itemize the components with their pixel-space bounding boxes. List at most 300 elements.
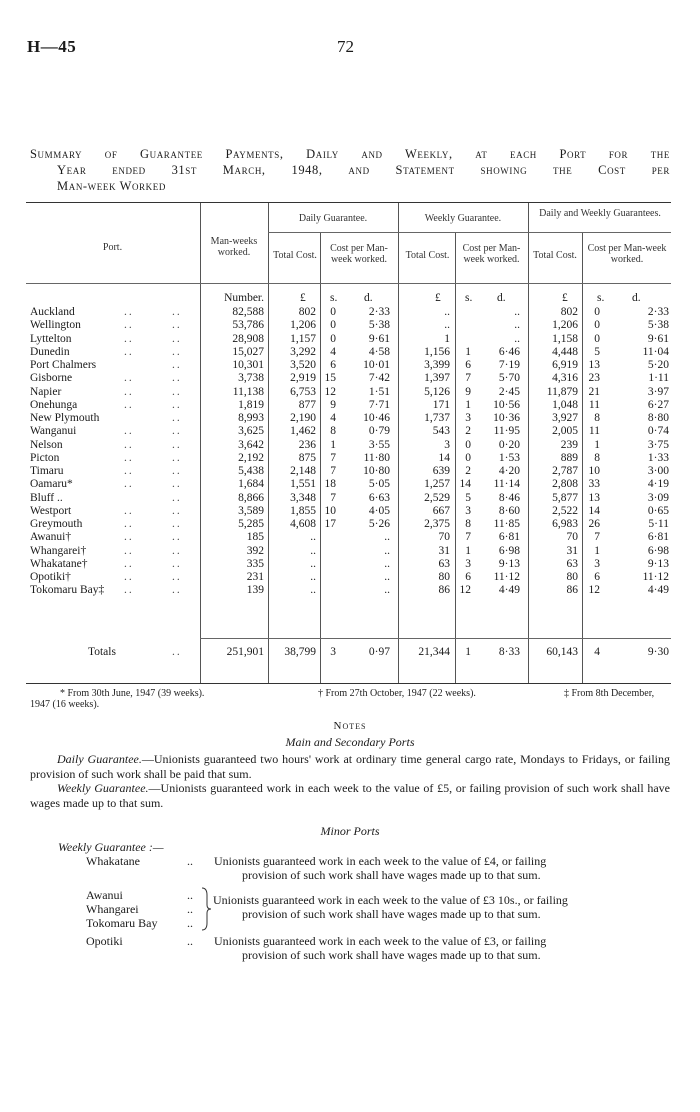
cell-both-total: 1,206 — [552, 319, 578, 332]
unit-pound: £ — [562, 292, 568, 304]
cell-weekly-d: 6·46 — [498, 345, 520, 358]
table-row — [0, 319, 700, 332]
unit-d: d. — [497, 292, 506, 304]
unit-s: s. — [465, 292, 473, 304]
cell-daily-s: 6 — [330, 359, 336, 371]
cell-manweeks: 28,908 — [232, 332, 264, 345]
header-daily-guarantee: Daily Guarantee. — [298, 213, 368, 224]
cell-manweeks: 2,192 — [238, 451, 264, 464]
cell-weekly-d: 6·98 — [498, 544, 520, 557]
cell-both-s: 8 — [594, 451, 600, 464]
cell-daily-total: .. — [310, 531, 316, 544]
cell-manweeks: 1,819 — [238, 398, 264, 411]
leader-dots: .. — [172, 504, 182, 517]
port-name: Picton — [30, 451, 60, 464]
cell-both-d: 3·97 — [647, 385, 669, 398]
totals-row — [0, 646, 700, 659]
cell-weekly-d: 4·49 — [498, 584, 520, 597]
title-line-3: Man-week Worked — [57, 179, 166, 193]
cell-manweeks: 3,738 — [238, 372, 264, 385]
main-ports-heading: Main and Secondary Ports — [285, 735, 415, 749]
cell-both-d: 3·09 — [647, 491, 669, 504]
table-row — [0, 465, 700, 478]
cell-both-s: 11 — [588, 425, 600, 438]
cell-daily-d: 10·46 — [363, 412, 390, 424]
cell-weekly-total: 1,156 — [424, 345, 450, 358]
leader-dots: .. — [124, 584, 134, 597]
cell-daily-d: 0·79 — [368, 425, 390, 438]
cell-daily-total: 3,520 — [290, 359, 316, 371]
table-row — [0, 545, 700, 558]
leader-dots: .. — [187, 902, 193, 916]
cell-both-s: 5 — [594, 345, 600, 358]
cell-weekly-d: 9·13 — [498, 557, 520, 570]
cell-daily-total: 875 — [298, 451, 316, 464]
leader-dots: .. — [172, 359, 182, 371]
leader-dots: .. — [124, 306, 134, 318]
cell-weekly-d: 5·70 — [498, 372, 520, 385]
port-opotiki: Opotiki — [86, 934, 123, 948]
cell-both-s: 6 — [594, 571, 600, 583]
cell-manweeks: 1,684 — [238, 478, 264, 491]
leader-dots: .. — [124, 438, 134, 451]
cell-daily-d: 10·01 — [363, 359, 390, 371]
cell-manweeks: 139 — [246, 584, 264, 597]
leader-dots: .. — [172, 465, 182, 477]
cell-weekly-total: 14 — [438, 451, 450, 464]
cell-daily-total: .. — [310, 571, 316, 583]
table-row — [0, 333, 700, 346]
header-both-guarantees: Daily and Weekly Guarantees. — [539, 208, 661, 219]
leader-dots: .. — [124, 345, 134, 358]
cell-daily-total: 2,190 — [290, 412, 316, 424]
cell-weekly-total: 1 — [444, 332, 450, 345]
port-name: Wanganui — [30, 425, 77, 438]
cell-daily-d: 9·61 — [368, 332, 390, 345]
daily-guarantee-text: —Unionists guaranteed two hours' work at ordinary time general cargo rate, Mondays to Fridays, or failing provision of such work shall be paid that sum. — [30, 752, 670, 781]
cell-both-total: 2,787 — [552, 465, 578, 477]
cell-weekly-d: 0·20 — [498, 438, 520, 451]
cell-daily-d: 5·05 — [368, 478, 390, 491]
cell-daily-d: 4·58 — [368, 345, 390, 358]
cell-manweeks: 3,642 — [238, 438, 264, 451]
table-row — [0, 505, 700, 518]
cell-daily-total: 1,157 — [290, 332, 316, 345]
cell-weekly-total: 86 — [438, 584, 450, 597]
cell-weekly-d: 11·12 — [493, 571, 520, 583]
cell-weekly-d: .. — [514, 332, 520, 345]
table-title — [30, 146, 670, 194]
cell-weekly-d: .. — [514, 319, 520, 332]
cell-both-s: 0 — [594, 332, 600, 345]
table-row — [0, 518, 700, 531]
cell-daily-total: 3,292 — [290, 345, 316, 358]
total-cell-daily-s: 3 — [330, 646, 336, 658]
cell-weekly-total: 171 — [432, 398, 450, 411]
cell-daily-total: 877 — [298, 398, 316, 411]
cell-weekly-d: 8·60 — [498, 504, 520, 517]
table-row — [0, 452, 700, 465]
cell-daily-total: 2,148 — [290, 465, 316, 477]
unit-pound: £ — [435, 292, 441, 304]
header-weekly-guarantee: Weekly Guarantee. — [424, 213, 502, 224]
header-rule — [268, 232, 671, 233]
cell-manweeks: 8,993 — [238, 412, 264, 424]
total-cell-manweeks: 251,901 — [226, 646, 264, 658]
cell-both-s: 1 — [594, 544, 600, 557]
cell-both-s: 3 — [594, 557, 600, 570]
cell-both-total: 3,927 — [552, 412, 578, 424]
header-total-cost: Total Cost. — [405, 250, 450, 261]
leader-dots: .. — [187, 916, 193, 930]
port-name: Dunedin — [30, 345, 70, 358]
leader-dots: .. — [187, 854, 193, 868]
cell-manweeks: 15,027 — [232, 345, 264, 358]
cell-both-d: 1·33 — [647, 451, 669, 464]
cell-both-s: 13 — [588, 491, 600, 504]
cell-both-d: 0·74 — [647, 425, 669, 438]
cell-weekly-d: 7·19 — [498, 359, 520, 371]
cell-daily-d: 10·80 — [363, 465, 390, 477]
header-port: Port. — [102, 242, 123, 253]
document-code: H—45 — [27, 37, 77, 56]
leader-dots: .. — [172, 478, 182, 491]
port-name: Auckland — [30, 306, 75, 318]
header-cost-per: Cost per Man-week worked. — [462, 243, 521, 265]
cell-daily-total: 6,753 — [290, 385, 316, 398]
leader-dots: .. — [172, 372, 182, 385]
cell-daily-total: .. — [310, 544, 316, 557]
cell-daily-s: 0 — [330, 319, 336, 332]
table-row — [0, 412, 700, 425]
cell-daily-d: .. — [384, 584, 390, 597]
opotiki-text-2: provision of such work shall have wages made up to that sum. — [242, 948, 541, 962]
port-awanui: Awanui — [86, 888, 123, 902]
group-text-1: Unionists guaranteed work in each week to the value of £3 10s., or failing — [213, 893, 568, 907]
cell-both-total: 2,522 — [552, 504, 578, 517]
cell-both-d: 6·98 — [647, 544, 669, 557]
cell-manweeks: 10,301 — [232, 359, 264, 371]
footnote-star-continued: 1947 (16 weeks). — [30, 699, 100, 710]
cell-weekly-total: 70 — [438, 531, 450, 544]
cell-manweeks: 11,138 — [232, 385, 264, 398]
leader-dots: .. — [124, 465, 134, 477]
cell-daily-s: 0 — [330, 306, 336, 318]
daily-guarantee-label: Daily Guarantee. — [57, 752, 142, 766]
units-row — [0, 292, 700, 305]
cell-manweeks: 82,588 — [232, 306, 264, 318]
cell-both-d: 0·65 — [647, 504, 669, 517]
cell-both-d: 11·04 — [642, 345, 669, 358]
port-name: Awanui† — [30, 531, 72, 544]
cell-weekly-s: 3 — [465, 557, 471, 570]
cell-weekly-d: 11·95 — [493, 425, 520, 438]
cell-weekly-total: 63 — [438, 557, 450, 570]
cell-weekly-s: 7 — [465, 372, 471, 385]
leader-dots: .. — [172, 646, 182, 658]
cell-weekly-total: 5,126 — [424, 385, 450, 398]
cell-weekly-d: 4·20 — [498, 465, 520, 477]
cell-weekly-s: 0 — [465, 451, 471, 464]
port-name: Lyttelton — [30, 332, 72, 345]
cell-manweeks: 8,866 — [238, 491, 264, 504]
cell-weekly-d: 6·81 — [498, 531, 520, 544]
weekly-guarantee-note — [30, 781, 670, 811]
cell-manweeks: 185 — [246, 531, 264, 544]
header-manweeks: Man-weeks worked. — [210, 236, 258, 258]
cell-both-s: 12 — [588, 584, 600, 597]
cell-both-d: 5·20 — [647, 359, 669, 371]
cell-daily-total: 1,206 — [290, 319, 316, 332]
notes-heading: Notes — [333, 720, 367, 732]
cell-daily-s: 15 — [324, 372, 336, 385]
cell-both-total: 2,808 — [552, 478, 578, 491]
cell-daily-d: 5·26 — [368, 518, 390, 530]
leader-dots: .. — [124, 425, 134, 438]
cell-weekly-s: 7 — [465, 531, 471, 544]
cell-both-d: 8·80 — [647, 412, 669, 424]
brace-icon — [200, 887, 212, 931]
cell-daily-s: 18 — [324, 478, 336, 491]
port-name: Westport — [30, 504, 72, 517]
cell-weekly-d: 11·85 — [493, 518, 520, 530]
cell-weekly-total: 2,529 — [424, 491, 450, 504]
total-cell-both-total: 60,143 — [546, 646, 578, 658]
page-number: 72 — [337, 37, 354, 56]
table-top-rule — [26, 202, 671, 203]
cell-daily-total: 3,348 — [290, 491, 316, 504]
unit-d: d. — [364, 292, 373, 304]
cell-daily-d: 5·38 — [368, 319, 390, 332]
footnote-star: * From 30th June, 1947 (39 weeks). — [60, 688, 205, 699]
leader-dots: .. — [172, 319, 182, 332]
cell-weekly-s: 2 — [465, 465, 471, 477]
table-row — [0, 478, 700, 491]
cell-both-s: 23 — [588, 372, 600, 385]
table-row — [0, 571, 700, 584]
header-bottom-rule — [26, 283, 671, 284]
cell-weekly-s: 12 — [459, 584, 471, 597]
cell-weekly-total: 31 — [438, 544, 450, 557]
port-name: New Plymouth — [30, 412, 100, 424]
cell-weekly-total: 1,737 — [424, 412, 450, 424]
port-name: Bluff .. — [30, 491, 63, 504]
cell-weekly-d: .. — [514, 306, 520, 318]
cell-both-s: 26 — [588, 518, 600, 530]
cell-both-d: 9·13 — [647, 557, 669, 570]
cell-weekly-s: 14 — [459, 478, 471, 491]
table-row — [0, 372, 700, 385]
cell-daily-total: 1,462 — [290, 425, 316, 438]
whakatane-text-2: provision of such work shall have wages made up to that sum. — [242, 868, 541, 882]
total-cell-weekly-total: 21,344 — [418, 646, 450, 658]
port-name: Onehunga — [30, 398, 78, 411]
cell-manweeks: 3,589 — [238, 504, 264, 517]
header-total-cost: Total Cost. — [273, 250, 317, 261]
cell-manweeks: 3,625 — [238, 425, 264, 438]
port-name: Wellington — [30, 319, 81, 332]
table-row — [0, 492, 700, 505]
cell-weekly-total: 2,375 — [424, 518, 450, 530]
cell-weekly-total: 639 — [432, 465, 450, 477]
cell-both-s: 0 — [594, 319, 600, 332]
cell-weekly-d: 10·36 — [493, 412, 520, 424]
cell-weekly-s: 0 — [465, 438, 471, 451]
cell-both-s: 8 — [594, 412, 600, 424]
table-row — [0, 346, 700, 359]
cell-both-s: 33 — [588, 478, 600, 491]
leader-dots: .. — [172, 345, 182, 358]
table-row — [0, 306, 700, 319]
port-name: Napier — [30, 385, 62, 398]
title-line-1: Summary of Guarantee Payments, Daily and Weekly, at each Port for the — [30, 147, 670, 161]
port-name: Tokomaru Bay‡ — [30, 584, 105, 597]
title-line-2: Year ended 31st March, 1948, and Statement showing the Cost per — [57, 163, 670, 177]
port-whangarei: Whangarei — [86, 902, 139, 916]
cell-daily-total: .. — [310, 584, 316, 597]
cell-both-total: 4,448 — [552, 345, 578, 358]
cell-daily-d: .. — [384, 544, 390, 557]
cell-both-s: 1 — [594, 438, 600, 451]
cell-daily-s: 1 — [330, 438, 336, 451]
cell-both-total: 6,919 — [552, 359, 578, 371]
cell-daily-s: 12 — [324, 385, 336, 398]
totals-label: Totals — [88, 646, 116, 658]
cell-both-d: 6·81 — [647, 531, 669, 544]
cell-both-d: 1·11 — [648, 372, 669, 385]
cell-both-total: 2,005 — [552, 425, 578, 438]
footnote-dagger: † From 27th October, 1947 (22 weeks). — [318, 688, 476, 699]
unit-d: d. — [632, 292, 641, 304]
cell-both-s: 11 — [588, 398, 600, 411]
cell-weekly-s: 1 — [465, 544, 471, 557]
unit-s: s. — [597, 292, 605, 304]
cell-both-d: 5·11 — [648, 518, 669, 530]
port-name: Whangarei† — [30, 544, 87, 557]
cell-daily-d: 2·33 — [368, 306, 390, 318]
header-total-cost: Total Cost. — [533, 250, 577, 261]
cell-both-total: 802 — [560, 306, 578, 318]
cell-both-total: 63 — [566, 557, 578, 570]
cell-manweeks: 231 — [246, 571, 264, 583]
cell-daily-s: 10 — [324, 504, 336, 517]
leader-dots: .. — [124, 478, 134, 491]
table-row — [0, 399, 700, 412]
cell-both-total: 31 — [566, 544, 578, 557]
cell-daily-d: 4·05 — [368, 504, 390, 517]
cell-both-d: 3·00 — [647, 465, 669, 477]
cell-daily-total: 236 — [298, 438, 316, 451]
unit-number: Number. — [224, 292, 264, 304]
cell-manweeks: 5,438 — [238, 465, 264, 477]
cell-daily-s: 7 — [330, 451, 336, 464]
cell-both-d: 9·61 — [647, 332, 669, 345]
port-name: Port Chalmers — [30, 359, 97, 371]
cell-daily-s: 0 — [330, 332, 336, 345]
cell-daily-d: 7·71 — [368, 398, 390, 411]
cell-both-d: 11·12 — [642, 571, 669, 583]
cell-weekly-d: 10·56 — [493, 398, 520, 411]
table-row — [0, 558, 700, 571]
footnote-double-dagger: ‡ From 8th December, — [564, 688, 655, 699]
leader-dots: .. — [172, 306, 182, 318]
cell-both-total: 11,879 — [546, 385, 578, 398]
total-cell-weekly-s: 1 — [465, 646, 471, 658]
header-cost-per: Cost per Man-week worked. — [330, 243, 388, 265]
leader-dots: .. — [172, 518, 182, 530]
leader-dots: .. — [124, 571, 134, 583]
port-name: Oamaru* — [30, 478, 73, 491]
port-name: Greymouth — [30, 518, 83, 530]
leader-dots: .. — [187, 934, 193, 948]
leader-dots: .. — [124, 544, 134, 557]
cell-weekly-d: 1·53 — [498, 451, 520, 464]
cell-weekly-s: 6 — [465, 571, 471, 583]
port-name: Whakatane† — [30, 557, 88, 570]
leader-dots: .. — [124, 385, 134, 398]
table-row — [0, 584, 700, 597]
cell-daily-d: .. — [384, 571, 390, 583]
cell-weekly-total: 667 — [432, 504, 450, 517]
total-cell-daily-d: 0·97 — [368, 646, 390, 658]
cell-both-total: 6,983 — [552, 518, 578, 530]
port-name: Gisborne — [30, 372, 73, 385]
leader-dots: .. — [172, 531, 182, 544]
total-cell-both-d: 9·30 — [647, 646, 669, 658]
cell-weekly-total: 3 — [444, 438, 450, 451]
cell-both-s: 21 — [588, 385, 600, 398]
cell-daily-d: .. — [384, 531, 390, 544]
leader-dots: .. — [124, 518, 134, 530]
cell-daily-s: 8 — [330, 425, 336, 438]
port-whakatane: Whakatane — [86, 854, 140, 868]
cell-both-total: 80 — [566, 571, 578, 583]
cell-both-total: 86 — [566, 584, 578, 597]
leader-dots: .. — [172, 385, 182, 398]
cell-both-total: 4,316 — [552, 372, 578, 385]
cell-weekly-total: .. — [444, 319, 450, 332]
leader-dots: .. — [172, 544, 182, 557]
header-cost-per: Cost per Man-week worked. — [587, 243, 667, 265]
leader-dots: .. — [172, 491, 182, 504]
leader-dots: .. — [172, 332, 182, 345]
cell-daily-total: 2,919 — [290, 372, 316, 385]
cell-weekly-total: 1,257 — [424, 478, 450, 491]
whakatane-text-1: Unionists guaranteed work in each week to the value of £4, or failing — [214, 854, 547, 868]
cell-weekly-s: 3 — [465, 504, 471, 517]
cell-daily-d: 11·80 — [363, 451, 390, 464]
cell-both-s: 7 — [594, 531, 600, 544]
group-text-2: provision of such work shall have wages made up to that sum. — [242, 907, 541, 921]
cell-weekly-s: 1 — [465, 345, 471, 358]
cell-both-total: 1,048 — [552, 398, 578, 411]
leader-dots: .. — [172, 438, 182, 451]
port-tokomaru-bay: Tokomaru Bay — [86, 916, 158, 930]
table-row — [0, 359, 700, 372]
leader-dots: .. — [124, 451, 134, 464]
cell-daily-s: 9 — [330, 398, 336, 411]
cell-both-s: 14 — [588, 504, 600, 517]
leader-dots: .. — [124, 557, 134, 570]
totals-rule — [200, 638, 671, 639]
cell-weekly-total: 1,397 — [424, 372, 450, 385]
port-name: Nelson — [30, 438, 63, 451]
leader-dots: .. — [172, 451, 182, 464]
cell-weekly-total: .. — [444, 306, 450, 318]
cell-daily-s: 7 — [330, 491, 336, 504]
leader-dots: .. — [124, 398, 134, 411]
cell-both-d: 3·75 — [647, 438, 669, 451]
